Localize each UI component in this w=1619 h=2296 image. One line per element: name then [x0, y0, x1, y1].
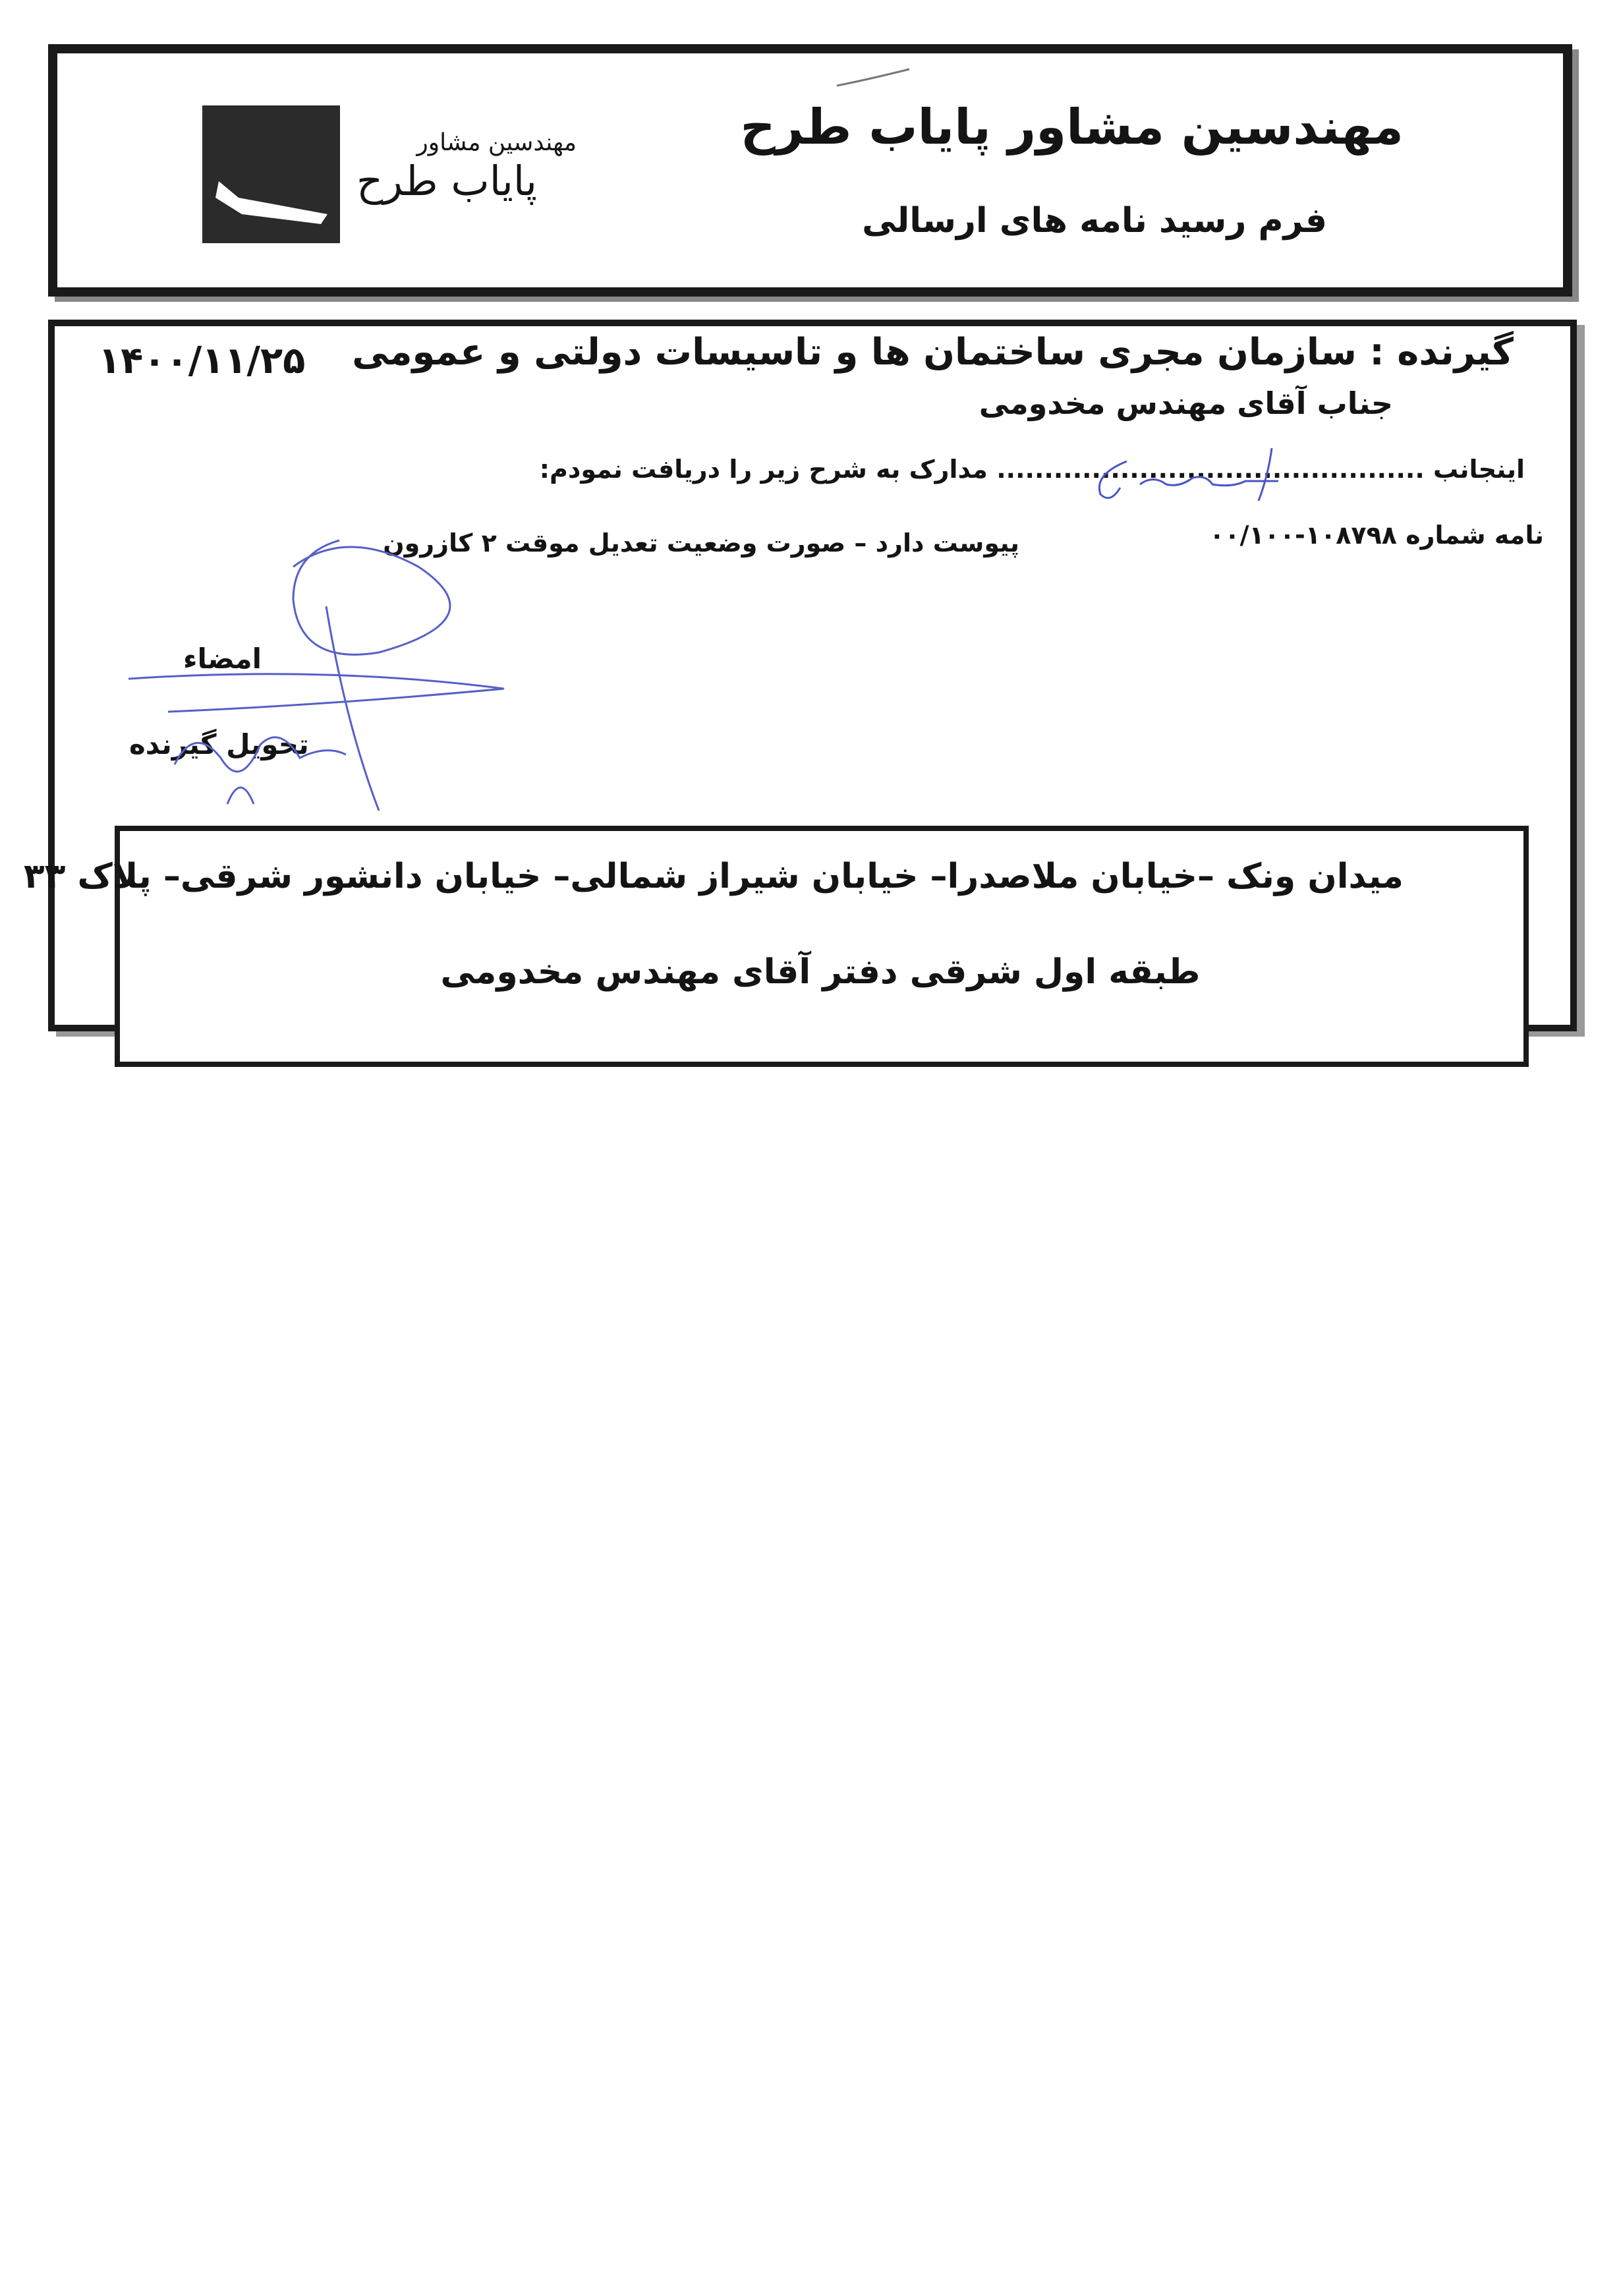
recipient-line: گیرنده : سازمان مجری ساختمان ها و تاسیسات دولتی و عمومی	[352, 331, 1514, 374]
attachment-line: پیوست دارد – صورت وضعیت تعدیل موقت ۲ کازرون	[383, 529, 1019, 558]
date: ۱۴۰۰/۱۱/۲۵	[98, 339, 306, 382]
company-name: مهندسین مشاور پایاب طرح	[740, 99, 1404, 156]
logo-stripe-icon	[202, 105, 340, 243]
receipt-suffix: مدارک به شرح زیر را دریافت نمودم:	[539, 455, 988, 484]
receipt-prefix: اینجانب .............................................	[996, 455, 1525, 484]
pen-mark	[837, 66, 916, 92]
signature-scribble	[128, 527, 524, 817]
address-line-1: میدان ونک –خیابان ملاصدرا– خیابان شیراز شمالی– خیابان دانشور شرقی– پلاک ۳۳	[23, 857, 1404, 896]
logo-mark	[202, 105, 340, 243]
letter-number: نامه شماره ۱۰۸۷۹۸-۰۰/۱۰۰	[1209, 521, 1544, 550]
signature-label: امضاء	[183, 643, 262, 675]
logo-small-text: مهندسین مشاور	[416, 129, 577, 156]
receiver-label: تحویل گیرنده	[129, 728, 309, 761]
receipt-statement	[540, 455, 1525, 484]
logo-large-text: پایاب طرح	[356, 157, 537, 205]
form-title: فرم رسید نامه های ارسالی	[862, 201, 1327, 241]
attention-line: جناب آقای مهندس مخدومی	[979, 386, 1393, 421]
handwritten-name	[1081, 448, 1292, 507]
address-line-2: طبقه اول شرقی دفتر آقای مهندس مخدومی	[440, 952, 1201, 992]
